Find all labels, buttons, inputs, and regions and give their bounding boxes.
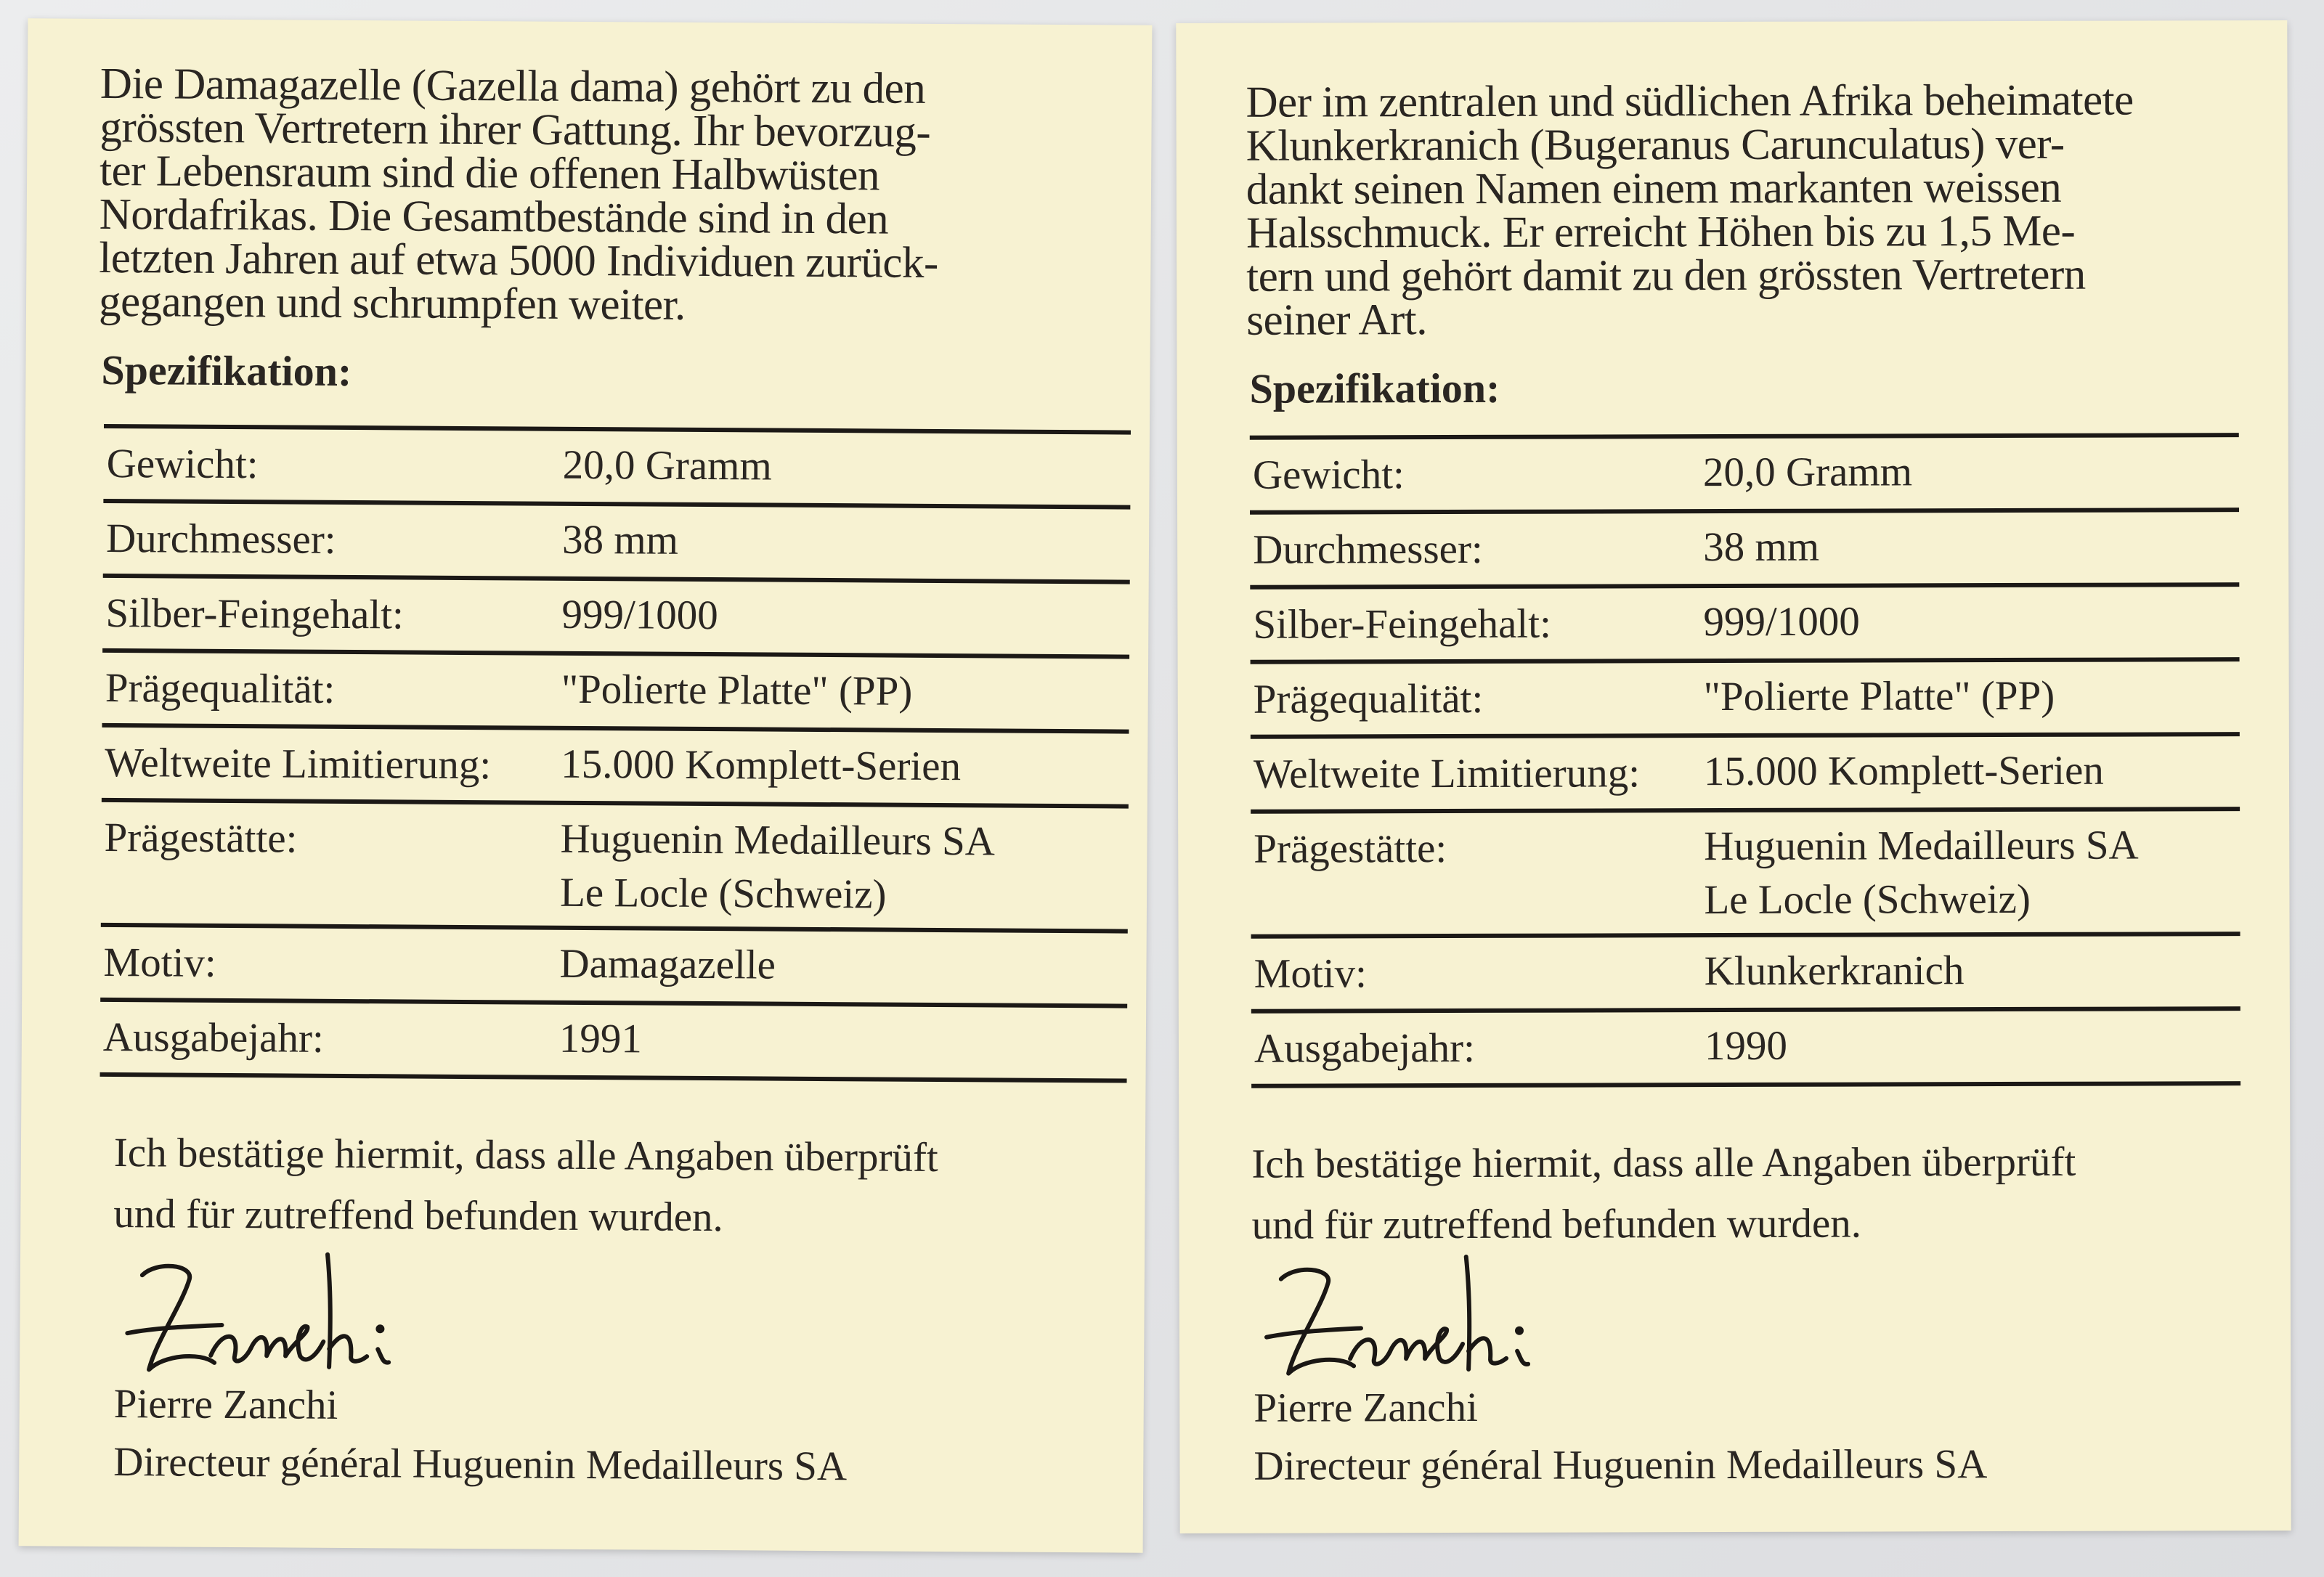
intro-line: Halsschmuck. Er erreicht Höhen bis zu 1,5 Me- [1246,206,2076,258]
spec-value-text: "Polierte Platte" (PP) [561,666,913,714]
spec-value [1703,445,1912,500]
spec-value-text: 1991 [558,1015,643,1062]
signer-title: Directeur général Huguenin Medailleurs SA [113,1439,848,1490]
spec-value-text: Klunkerkranich [1704,948,1965,995]
spec-row-mint [101,802,1129,934]
spec-table [100,424,1131,1083]
spec-row-quality [102,653,1129,734]
spec-row-limitation [1251,736,2240,814]
spec-value-text: "Polierte Platte" (PP) [1703,672,2055,720]
spec-value [561,663,913,719]
spec-label: Weltweite Limitierung: [104,739,492,788]
spec-row-fineness [102,578,1130,659]
spec-value-text: Huguenin Medailleurs SA [1704,822,2139,870]
intro-paragraph [1246,78,2238,343]
spec-row-diameter [1250,512,2239,590]
spec-label: Silber-Feingehalt: [105,590,405,638]
spec-label: Silber-Feingehalt: [1253,600,1551,648]
spec-row-limitation [102,728,1129,809]
intro-line: letzten Jahren auf etwa 5000 Individuen zurück- [99,233,938,288]
spec-value-text: 38 mm [1703,523,1820,571]
spec-row-weight [1250,437,2239,515]
intro-line: dankt seinen Namen einem markanten weissen [1246,163,2062,214]
signature [113,1246,426,1393]
spec-value [1703,595,1860,650]
spec-row-mint [1251,811,2240,939]
spec-value-text: 15.000 Komplett-Serien [560,741,962,790]
spec-table [1250,433,2240,1088]
confirmation-line: und für zutreffend befunden wurden. [113,1191,723,1241]
spec-value [1703,521,1819,574]
spec-value [559,1012,642,1067]
spec-value [560,812,995,923]
signer-title: Directeur général Huguenin Medailleurs SA [1254,1441,1988,1489]
intro-line: Klunkerkranich (Bugeranus Carunculatus) ver- [1246,119,2065,171]
certificate-card-damagazelle [19,18,1153,1552]
spec-value-text: Le Locle (Schweiz) [559,869,887,918]
spec-row-quality [1251,661,2240,739]
spec-value-text: 999/1000 [561,591,718,639]
spec-label: Weltweite Limitierung: [1253,750,1641,797]
intro-line: gegangen und schrumpfen weiter. [98,277,686,330]
certificate-card-klunkerkranich [1176,20,2291,1533]
spec-label: Gewicht: [106,440,259,488]
spec-label: Prägestätte: [1254,826,1447,872]
spec-value-text: 15.000 Komplett-Serien [1703,747,2104,795]
spec-label: Ausgabejahr: [1254,1024,1475,1072]
signer-block [1254,1377,1987,1496]
spec-row-motif [1251,936,2240,1014]
spec-value [1704,669,2055,724]
spec-heading: Spezifikation: [101,346,352,396]
intro-line: Der im zentralen und südlichen Afrika beheimatete [1246,76,2134,127]
spec-value-text: 1990 [1704,1022,1788,1069]
intro-line: tern und gehört damit zu den grössten Vertretern [1246,250,2086,301]
intro-line: grössten Vertretern ihrer Gattung. Ihr bevorzug- [99,102,931,157]
spec-label: Prägestätte: [104,814,298,862]
spec-row-motif [100,927,1128,1008]
spec-row-diameter [103,503,1131,584]
signer-name: Pierre Zanchi [113,1381,338,1428]
spec-value-text: 999/1000 [1703,598,1860,645]
spec-row-fineness [1250,587,2239,664]
intro-line: seiner Art. [1246,296,1428,345]
spec-value [1705,944,1965,998]
spec-row-weight [103,428,1131,510]
spec-value [562,439,772,494]
signer-name: Pierre Zanchi [1254,1384,1478,1431]
spec-label: Prägequalität: [105,664,336,712]
spec-value-text: 38 mm [561,516,679,563]
confirmation-line: Ich bestätige hiermit, dass alle Angaben überprüft [113,1130,938,1181]
spec-value [559,937,776,993]
signature-icon [1252,1250,1565,1395]
spec-value-text: 20,0 Gramm [562,441,773,489]
spec-label: Ausgabejahr: [102,1014,324,1061]
spec-heading: Spezifikation: [1249,364,1500,412]
confirmation-text [113,1122,1131,1251]
spec-value-text: Le Locle (Schweiz) [1704,876,2031,924]
intro-line: Nordafrikas. Die Gesamtbestände sind in den [99,190,889,244]
confirmation-text [1251,1131,2239,1256]
spec-value [562,513,678,568]
spec-label: Motiv: [1254,950,1367,997]
spec-label: Gewicht: [1252,452,1405,498]
intro-line: Die Damagazelle (Gazella dama) gehört zu den [99,59,926,113]
spec-value-text: Huguenin Medailleurs SA [560,815,996,865]
intro-line: ter Lebensraum sind die offenen Halbwüsten [99,146,880,200]
spec-row-year [100,1002,1128,1083]
confirmation-line: Ich bestätige hiermit, dass alle Angaben überprüft [1251,1138,2076,1187]
spec-value [1704,744,2104,799]
signer-block [113,1375,848,1496]
spec-value-text: Damagazelle [559,940,776,988]
spec-label: Prägequalität: [1253,675,1484,722]
signature-icon [113,1246,426,1393]
spec-value [561,738,961,794]
spec-label: Motiv: [103,939,216,986]
confirmation-line: und für zutreffend befunden wurden. [1251,1200,1862,1248]
spec-row-year [1251,1011,2240,1088]
intro-paragraph [98,59,1130,330]
spec-value [1705,1019,1787,1073]
spec-value [561,588,718,643]
spec-value-text: 20,0 Gramm [1702,449,1913,496]
spec-value [1704,819,2139,928]
signature [1252,1250,1565,1395]
spec-label: Durchmesser: [105,515,336,563]
spec-label: Durchmesser: [1253,526,1483,573]
